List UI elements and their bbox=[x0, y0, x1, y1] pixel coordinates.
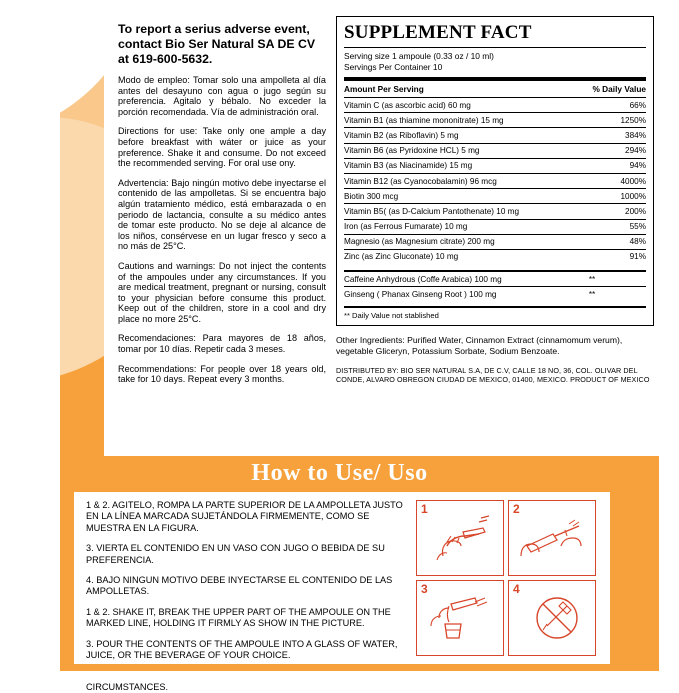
supplement-facts-rows bbox=[344, 98, 646, 265]
nutrient-name: Zinc (as Zinc Gluconate) 10 mg bbox=[344, 249, 574, 264]
nutrient-dv: 200% bbox=[574, 204, 646, 219]
nutrient-name: Iron (as Ferrous Fumarate) 10 mg bbox=[344, 219, 574, 234]
nutrient-dv: 294% bbox=[574, 143, 646, 158]
table-row bbox=[344, 113, 646, 128]
label-card bbox=[104, 8, 679, 456]
botanical-dv: ** bbox=[556, 287, 646, 302]
nutrient-name: Magnesio (as Magnesium citrate) 200 mg bbox=[344, 234, 574, 249]
step-diagram-1 bbox=[416, 500, 504, 576]
table-row bbox=[344, 219, 646, 234]
other-ingredients: Other Ingredients: Purified Water, Cinnamon Extract (cinnamomum verum), vegetable Gliceryn, Potassium Sorbate, Sodium Benzoate. bbox=[336, 335, 623, 356]
nutrient-name: Vitamin B1 (as thiamine mononitrate) 15 mg bbox=[344, 113, 574, 128]
table-row bbox=[344, 173, 646, 188]
instruction-en-1: 1 & 2. SHAKE IT, BREAK THE UPPER PART OF THE AMPOULE ON THE MARKED LINE, HOLDING IT FIRMLY AS SHOW IN THE PICTURE. bbox=[86, 606, 391, 629]
nutrient-dv: 48% bbox=[574, 234, 646, 249]
nutrient-name: Vitamin B12 (as Cyanocobalamin) 96 mcg bbox=[344, 173, 574, 188]
servings-per-container: Servings Per Container 10 bbox=[344, 62, 443, 72]
nutrient-name: Vitamin B6 (as Pyridoxine HCL) 5 mg bbox=[344, 143, 574, 158]
table-row bbox=[344, 249, 646, 264]
table-row bbox=[344, 98, 646, 113]
step-number: 4 bbox=[513, 582, 520, 596]
nutrient-dv: 1000% bbox=[574, 189, 646, 204]
advertencia-paragraph: Advertencia: Bajo ningún motivo debe inyectarse el contenido de las ampolletas. Si se encuentra bajo algún tratamiento médico, está embarazada o en periodo de lactancia, consulte a su médico antes de tomar este producto. No se deje al alcance de los niños, consérvese en un lugar fresco y seco a no más de 25°C. bbox=[118, 177, 326, 252]
recommendations-paragraph: Recommendations: For people over 18 years old, take for 10 days. Repeat every 3 months. bbox=[118, 363, 326, 385]
table-row bbox=[344, 287, 646, 302]
instruction-en-2: 3. POUR THE CONTENTS OF THE AMPOULE INTO A GLASS OF WATER, JUICE, OR THE BEVERAGE OF YOUR CHOICE. bbox=[86, 638, 398, 661]
amount-per-serving-header: Amount Per Serving bbox=[344, 84, 424, 94]
botanical-dv: ** bbox=[588, 274, 596, 284]
nutrient-name: Biotin 300 mcg bbox=[344, 189, 574, 204]
botanicals-rows bbox=[344, 272, 646, 301]
how-to-use-step-diagrams bbox=[416, 500, 596, 656]
step-diagram-4 bbox=[508, 580, 596, 656]
step-number: 1 bbox=[421, 502, 428, 516]
how-to-use-instructions bbox=[86, 500, 416, 692]
directions-paragraph: Directions for use: Take only one ample a day before breakfast with wáter or juice as your preference. Shake it and consume. Do not exceed the recommended serving. For oral use ony. bbox=[118, 126, 326, 169]
instruction-es-3: 4. BAJO NINGUN MOTIVO DEBE INYECTARSE EL CONTENIDO DE LAS AMPOLLETAS. bbox=[86, 575, 393, 597]
no-injection-icon bbox=[509, 581, 595, 655]
step-number: 2 bbox=[513, 502, 520, 516]
nutrient-name: Vitamin B2 (as Riboflavin) 5 mg bbox=[344, 128, 574, 143]
table-row bbox=[344, 272, 646, 287]
cautions-paragraph: Cautions and warnings: Do not inject the contents of the ampoules under any circumstances. If you are medical treatment, pregnant or nursing, consult to your physician before consume this product. Keep out of the children, store in a cool and dry place no more 25°C. bbox=[118, 260, 326, 324]
table-row bbox=[344, 143, 646, 158]
break-ampoule-icon bbox=[509, 501, 595, 575]
botanical-name: Caffeine Anhydrous (Coffe Arabica) 100 mg bbox=[344, 274, 502, 284]
table-row bbox=[344, 128, 646, 143]
daily-value-header: % Daily Value bbox=[592, 84, 646, 94]
bottom-white-margin bbox=[0, 671, 679, 679]
nutrient-dv: 66% bbox=[574, 98, 646, 113]
nutrient-dv: 55% bbox=[574, 219, 646, 234]
distributed-by: DISTRIBUTED BY: BIO SER NATURAL S.A, DE C.V, CALLE 18 NO, 36, COL. OLIVAR DEL CONDE, ALVARO OBREGON CIUDAD DE MEXICO, 01400, MEXICO. PRODUCT OF MEXICO bbox=[336, 366, 650, 384]
left-white-margin bbox=[0, 0, 60, 679]
supplement-facts-title: SUPPLEMENT FACT bbox=[344, 22, 532, 43]
recomendaciones-paragraph: Recomendaciones: Para mayores de 18 años, tomar por 10 días. Repetir cada 3 meses. bbox=[118, 333, 326, 355]
botanical-name: Ginseng ( Phanax Ginseng Root ) 100 mg bbox=[344, 287, 556, 302]
botanicals-table bbox=[344, 272, 646, 301]
nutrient-dv: 384% bbox=[574, 128, 646, 143]
table-row bbox=[344, 158, 646, 173]
table-row bbox=[344, 204, 646, 219]
instruction-es-2: 3. VIERTA EL CONTENIDO EN UN VASO CON JUGO O BEBIDA DE SU PREFERENCIA. bbox=[86, 543, 385, 565]
nutrient-name: Vitamin B3 (as Niacinamide) 15 mg bbox=[344, 158, 574, 173]
adverse-event-headline: To report a serius adverse event, contact Bio Ser Natural SA DE CV at 619-600-5632. bbox=[118, 22, 316, 66]
table-row bbox=[344, 234, 646, 249]
nutrient-dv: 94% bbox=[574, 158, 646, 173]
modo-de-empleo-paragraph: Modo de empleo: Tomar solo una ampolleta al día antes del desayuno con agua o jugo según su preferencia. Agitalo y bébalo. No exceder la porción recomendada. Vía de administración oral. bbox=[118, 75, 326, 117]
nutrient-dv: 1250% bbox=[574, 113, 646, 128]
nutrient-name: Vitamin C (as ascorbic acid) 60 mg bbox=[344, 98, 574, 113]
nutrient-dv: 4000% bbox=[574, 173, 646, 188]
nutrient-name: Vitamin B5( (as D-Calcium Pantothenate) 10 mg bbox=[344, 204, 574, 219]
supplement-facts-header-row bbox=[344, 81, 646, 97]
instruction-es-1: 1 & 2. AGITELO, ROMPA LA PARTE SUPERIOR DE LA AMPOLLETA JUSTO EN LA LÍNEA MARCADA SUJETÁNDOLA FIRMEMENTE, COMO SE MUESTRA EN LA FIGURA. bbox=[86, 500, 403, 533]
supplement-facts-table bbox=[344, 97, 646, 264]
how-to-use-title: How to Use/ Uso bbox=[251, 460, 428, 486]
label-text-column bbox=[118, 16, 336, 456]
instruction-en-3: CIRCUMSTANCES. bbox=[86, 681, 169, 692]
how-to-use-card bbox=[74, 492, 610, 692]
step-diagram-3 bbox=[416, 580, 504, 656]
shake-ampoule-icon bbox=[417, 501, 503, 575]
nutrient-dv: 91% bbox=[574, 249, 646, 264]
serving-size: Serving size 1 ampoule (0.33 oz / 10 ml) bbox=[344, 51, 494, 61]
daily-value-footnote: ** Daily Value not stablished bbox=[344, 311, 439, 321]
pour-into-glass-icon bbox=[417, 581, 503, 655]
supplement-facts-panel bbox=[336, 16, 654, 326]
step-number: 3 bbox=[421, 582, 428, 596]
top-white-margin bbox=[0, 0, 679, 8]
step-diagram-2 bbox=[508, 500, 596, 576]
table-row bbox=[344, 189, 646, 204]
supplement-facts-column bbox=[336, 16, 654, 456]
